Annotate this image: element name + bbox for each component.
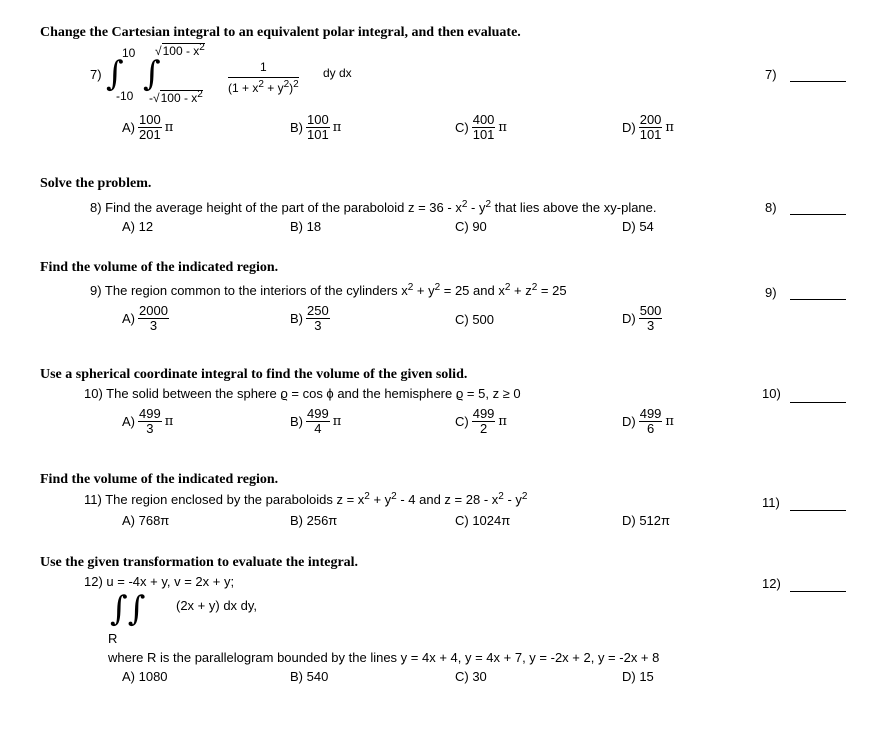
text-segment: = 25 bbox=[537, 283, 567, 298]
pi-symbol: π bbox=[332, 414, 342, 429]
denominator: 201 bbox=[139, 127, 161, 142]
question-text bbox=[90, 200, 657, 215]
question-text: 12) u = -4x + y, v = 2x + y; bbox=[84, 574, 235, 589]
choice-label: A) bbox=[122, 120, 135, 135]
text-segment: + y bbox=[413, 283, 435, 298]
exponent: 2 bbox=[293, 79, 299, 90]
integrand: (2x + y) dx dy, bbox=[176, 598, 258, 613]
text-segment: + y bbox=[263, 81, 284, 95]
numerator: 250 bbox=[307, 303, 329, 318]
pi-symbol: π bbox=[498, 120, 507, 135]
denominator: 6 bbox=[646, 421, 655, 436]
sign: - bbox=[149, 91, 153, 105]
pi-symbol: π bbox=[498, 414, 507, 429]
choice-label: D) bbox=[622, 414, 636, 429]
radicand: 100 - x bbox=[162, 44, 200, 58]
fraction bbox=[472, 113, 496, 142]
integrand-denominator bbox=[228, 78, 299, 95]
section-header: Find the volume of the indicated region. bbox=[40, 260, 279, 275]
inner-lower-limit: $-√100 - x^2$ bbox=[149, 89, 203, 105]
text-segment: ) bbox=[289, 81, 294, 95]
answer-choice-d[interactable] bbox=[622, 219, 654, 234]
answer-choice-c[interactable] bbox=[455, 513, 510, 528]
choice-label: B) bbox=[290, 311, 303, 326]
section-header: Use a spherical coordinate integral to find the volume of the given solid. bbox=[40, 367, 468, 382]
answer-choice-b[interactable] bbox=[290, 407, 341, 436]
exponent: 2 bbox=[521, 491, 528, 502]
exponent: 2 bbox=[391, 491, 397, 502]
denominator: 2 bbox=[479, 421, 488, 436]
exponent: 2 bbox=[461, 199, 468, 210]
answer-blank[interactable] bbox=[790, 81, 846, 82]
exponent: 2 bbox=[434, 282, 441, 293]
answer-choice-c[interactable] bbox=[455, 407, 507, 436]
exponent: 2 bbox=[364, 491, 370, 502]
answer-number: 8) bbox=[765, 200, 777, 215]
answer-choice-d[interactable] bbox=[622, 113, 674, 142]
choice-label: A) bbox=[122, 414, 135, 429]
choice-label: A) bbox=[122, 311, 135, 326]
numerator: 499 bbox=[139, 406, 161, 421]
answer-choice-c[interactable] bbox=[455, 669, 487, 684]
answer-choice-d[interactable] bbox=[622, 407, 674, 436]
choice-label: C) bbox=[455, 120, 469, 135]
section-header: Solve the problem. bbox=[40, 176, 152, 191]
pi-symbol: π bbox=[665, 414, 674, 429]
exponent: 2 bbox=[258, 79, 264, 90]
choice-text: A) 768π bbox=[122, 513, 170, 528]
radicand: 100 - x bbox=[160, 91, 198, 105]
choice-text: B) 256π bbox=[290, 513, 338, 528]
question-text bbox=[84, 492, 527, 507]
pi-symbol: π bbox=[164, 120, 174, 135]
text-segment: 10) The solid between the sphere ϱ = cos ϕ and the hemisphere ϱ = 5, z ≥ 0 bbox=[84, 386, 521, 401]
numerator: 100 bbox=[139, 112, 161, 127]
question-number: 7) bbox=[90, 67, 102, 82]
answer-choice-c[interactable] bbox=[455, 113, 507, 142]
section-header: Use the given transformation to evaluate the integral. bbox=[40, 555, 359, 570]
answer-choice-b[interactable] bbox=[290, 219, 321, 234]
question-text bbox=[84, 386, 521, 401]
answer-blank[interactable] bbox=[790, 510, 846, 511]
pi-symbol: π bbox=[164, 414, 174, 429]
choice-label: B) bbox=[290, 120, 303, 135]
answer-blank[interactable] bbox=[790, 591, 846, 592]
fraction bbox=[138, 407, 162, 436]
text-segment: (1 + x bbox=[228, 81, 259, 95]
text-segment: - 4 and z = 28 - x bbox=[396, 492, 499, 507]
text-segment: - y bbox=[503, 492, 522, 507]
answer-number: 7) bbox=[765, 67, 777, 82]
choice-text: C) 30 bbox=[455, 669, 487, 684]
double-integral-sign: ∫∫ bbox=[110, 589, 146, 629]
numerator: 400 bbox=[472, 112, 495, 127]
answer-choice-b[interactable] bbox=[290, 669, 328, 684]
choice-label: D) bbox=[622, 120, 636, 135]
answer-choice-a[interactable] bbox=[122, 513, 169, 528]
exponent: 2 bbox=[504, 282, 511, 293]
exponent: 2 bbox=[197, 89, 203, 100]
answer-choice-b[interactable] bbox=[290, 304, 333, 333]
fraction bbox=[306, 113, 330, 142]
fraction bbox=[138, 304, 169, 333]
region-label: R bbox=[108, 631, 118, 646]
text-segment: 11) The region enclosed by the paraboloids z = x bbox=[84, 492, 365, 507]
fraction bbox=[138, 113, 162, 142]
choice-text: B) 18 bbox=[290, 219, 322, 234]
choice-text: D) 15 bbox=[622, 669, 654, 684]
choice-label: D) bbox=[622, 311, 636, 326]
numerator: 499 bbox=[472, 406, 495, 421]
outer-lower-limit: -10 bbox=[116, 89, 134, 103]
exponent: 2 bbox=[407, 282, 414, 293]
denominator: 3 bbox=[646, 318, 655, 333]
answer-blank[interactable] bbox=[790, 402, 846, 403]
answer-choice-a[interactable] bbox=[122, 113, 173, 142]
denominator: 101 bbox=[639, 127, 662, 142]
answer-choice-b[interactable] bbox=[290, 113, 341, 142]
answer-choice-a[interactable] bbox=[122, 407, 173, 436]
exponent: 2 bbox=[498, 491, 504, 502]
denominator: 3 bbox=[146, 421, 154, 436]
choice-text: D) 512π bbox=[622, 513, 670, 528]
integral-sign: ∫ bbox=[143, 54, 161, 94]
numerator: 500 bbox=[639, 303, 662, 318]
denominator: 101 bbox=[472, 127, 495, 142]
choice-text: A) 1080 bbox=[122, 669, 168, 684]
text-segment: = 25 and x bbox=[440, 283, 505, 298]
answer-choice-d[interactable] bbox=[622, 304, 665, 333]
denominator: 3 bbox=[314, 318, 322, 333]
section-header: Find the volume of the indicated region. bbox=[40, 472, 279, 487]
answer-choice-b[interactable] bbox=[290, 513, 337, 528]
denominator: 3 bbox=[149, 318, 158, 333]
numerator: 499 bbox=[307, 406, 329, 421]
answer-choice-a[interactable] bbox=[122, 669, 168, 684]
fraction bbox=[306, 407, 330, 436]
text-segment: + y bbox=[369, 492, 392, 507]
text-segment: 8) Find the average height of the part of the paraboloid z = 36 - x bbox=[90, 200, 462, 215]
choice-text: A) 12 bbox=[122, 219, 154, 234]
answer-choice-d[interactable] bbox=[622, 513, 670, 528]
answer-number: 12) bbox=[762, 576, 781, 591]
pi-symbol: π bbox=[665, 120, 674, 135]
differentials: dy dx bbox=[323, 66, 352, 80]
region-description: where R is the parallelogram bounded by the lines y = 4x + 4, y = 4x + 7, y = -2x + 2, y = -2x + 8 bbox=[108, 650, 660, 665]
exponent: 2 bbox=[485, 199, 492, 210]
answer-number: 10) bbox=[762, 386, 781, 401]
numerator: 499 bbox=[639, 406, 662, 421]
integrand bbox=[228, 60, 299, 95]
section-header: Change the Cartesian integral to an equivalent polar integral, and then evaluate. bbox=[40, 25, 521, 40]
integral-sign: ∫ bbox=[106, 54, 124, 94]
answer-blank[interactable] bbox=[790, 214, 846, 215]
answer-choice-c[interactable] bbox=[455, 219, 487, 234]
choice-label: B) bbox=[290, 414, 303, 429]
answer-choice-a[interactable] bbox=[122, 304, 172, 333]
pi-symbol: π bbox=[332, 120, 342, 135]
answer-choice-d[interactable] bbox=[622, 669, 654, 684]
choice-text: C) 500 bbox=[455, 312, 495, 327]
fraction bbox=[639, 407, 663, 436]
text-segment: - y bbox=[467, 200, 486, 215]
numerator: 100 bbox=[307, 112, 329, 127]
denominator: 4 bbox=[314, 421, 322, 436]
choice-text: B) 540 bbox=[290, 669, 329, 684]
choice-text: D) 54 bbox=[622, 219, 654, 234]
fraction bbox=[639, 113, 663, 142]
choice-label: C) bbox=[455, 414, 469, 429]
fraction bbox=[472, 407, 496, 436]
fraction bbox=[639, 304, 663, 333]
numerator: 2000 bbox=[139, 303, 168, 318]
exponent: 2 bbox=[283, 79, 290, 90]
denominator: 101 bbox=[307, 127, 329, 142]
text-segment: 9) The region common to the interiors of the cylinders x bbox=[90, 283, 408, 298]
fraction bbox=[306, 304, 330, 333]
answer-number: 11) bbox=[762, 495, 780, 510]
numerator: 200 bbox=[639, 112, 662, 127]
outer-upper-limit: 10 bbox=[122, 46, 136, 60]
choice-text: C) 1024π bbox=[455, 513, 511, 528]
text-segment: + z bbox=[510, 283, 532, 298]
answer-choice-c[interactable] bbox=[455, 312, 494, 327]
inner-upper-limit: $√100 - x^2$ bbox=[155, 42, 205, 58]
integrand-numerator: 1 bbox=[228, 60, 299, 78]
text-segment: that lies above the xy-plane. bbox=[491, 200, 657, 215]
answer-blank[interactable] bbox=[790, 299, 846, 300]
answer-number: 9) bbox=[765, 285, 777, 300]
answer-choice-a[interactable] bbox=[122, 219, 153, 234]
exponent: 2 bbox=[531, 282, 538, 293]
exponent: 2 bbox=[199, 42, 205, 53]
question-text bbox=[90, 283, 567, 298]
choice-text: C) 90 bbox=[455, 219, 487, 234]
